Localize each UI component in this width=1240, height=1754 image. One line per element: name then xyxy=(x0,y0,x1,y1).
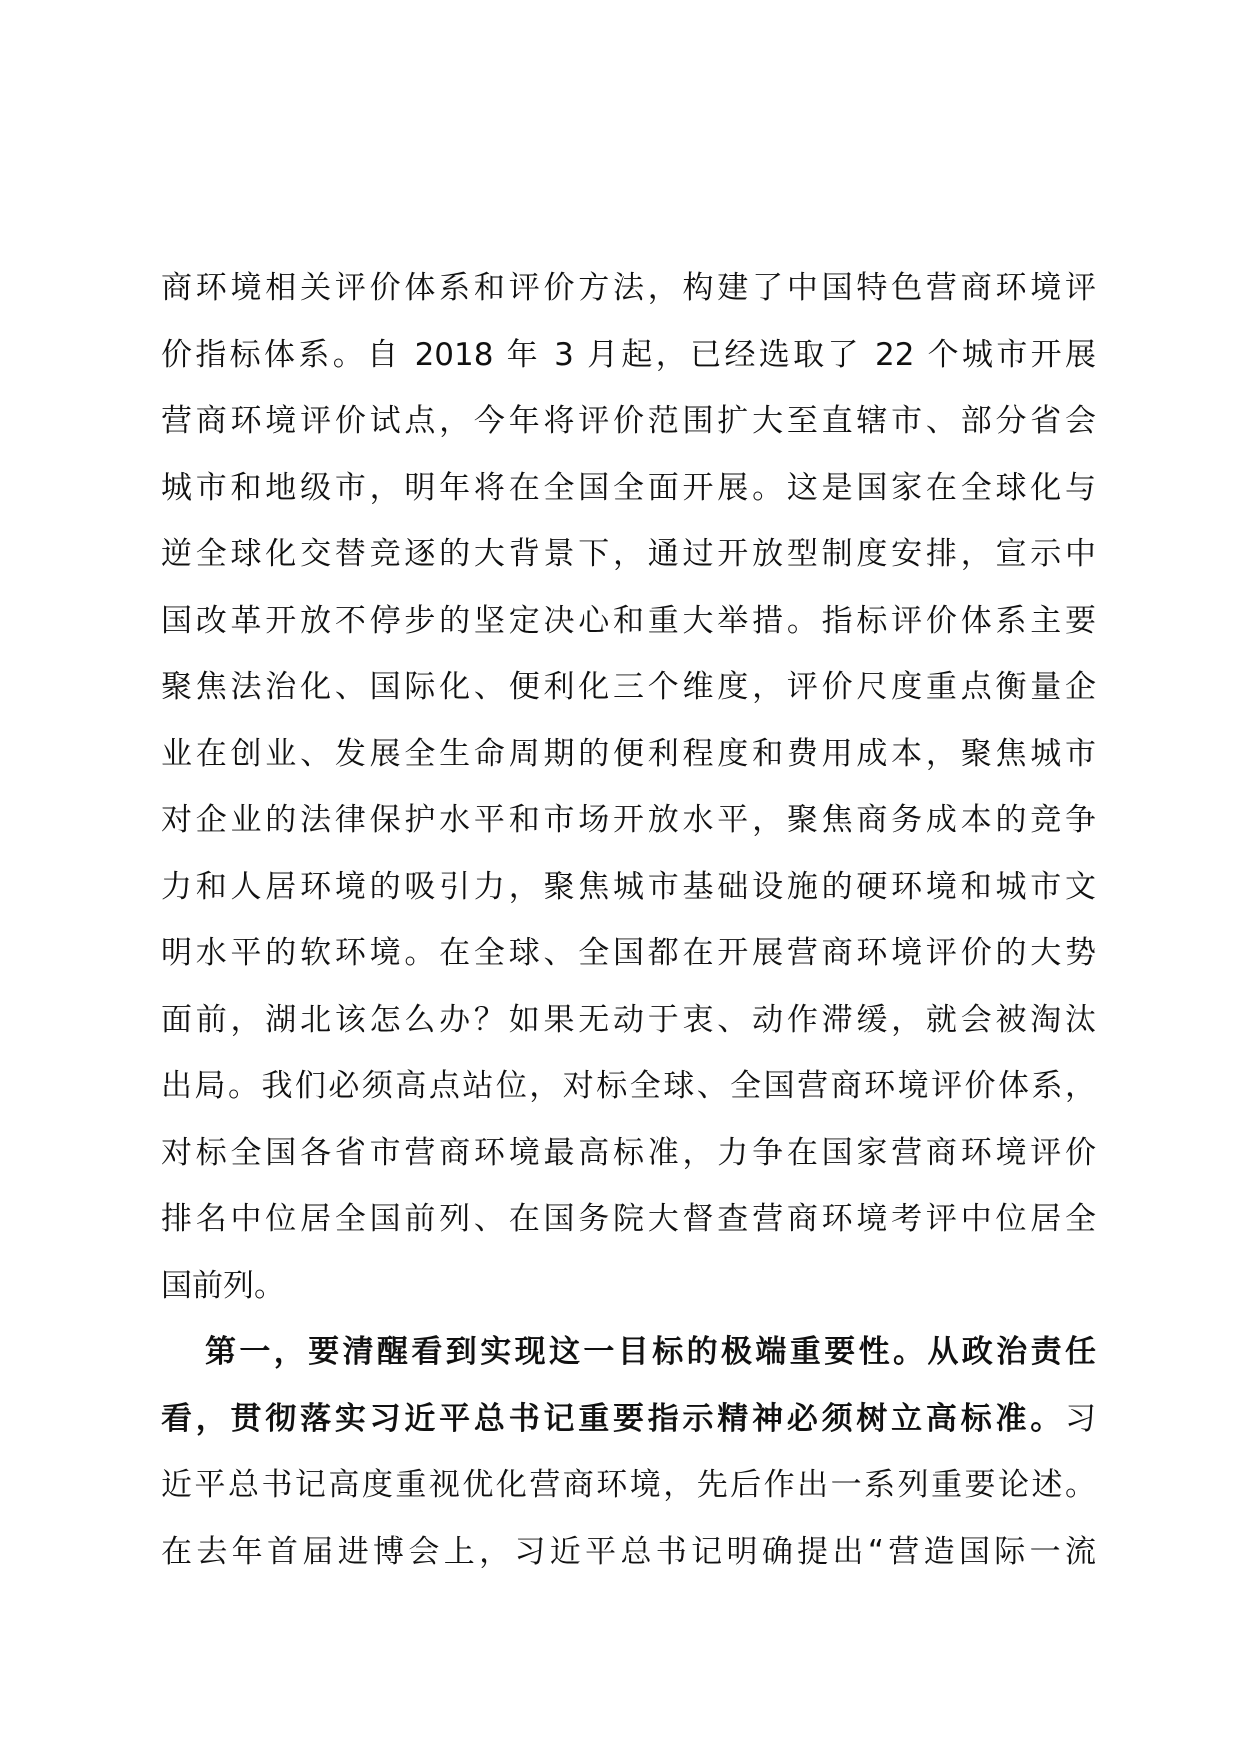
body-text xyxy=(161,255,1096,1585)
paragraph-line: 出局。我们必须高点站位，对标全球、全国营商环境评价体系， xyxy=(161,1068,1096,1104)
paragraph-line: 对企业的法律保护水平和市场开放水平，聚焦商务成本的竞争 xyxy=(161,802,1096,838)
paragraph-line: 面前，湖北该怎么办？如果无动于衷、动作滞缓，就会被淘汰 xyxy=(161,1001,1096,1038)
paragraph-line: 明水平的软环境。在全球、全国都在开展营商环境评价的大势 xyxy=(161,935,1096,971)
section-heading-line: 第一，要清醒看到实现这一目标的极端重要性。从政治责任 xyxy=(205,1334,1096,1370)
paragraph-line: 力和人居环境的吸引力，聚焦城市基础设施的硬环境和城市文 xyxy=(161,868,1096,905)
paragraph-line: 业在创业、发展全生命周期的便利程度和费用成本，聚焦城市 xyxy=(161,735,1096,772)
paragraph-line: 营商环境评价试点，今年将评价范围扩大至直辖市、部分省会 xyxy=(161,403,1096,439)
paragraph-line: 国前列。 xyxy=(161,1267,285,1304)
paragraph-line: 在去年首届进博会上，习近平总书记明确提出“营造国际一流 xyxy=(161,1533,1096,1570)
paragraph-line: 城市和地级市，明年将在全国全面开展。这是国家在全球化与 xyxy=(161,469,1096,506)
paragraph-line: 排名中位居全国前列、在国务院大督查营商环境考评中位居全 xyxy=(161,1201,1096,1237)
paragraph-line: 价指标体系。自 2018 年 3 月起，已经选取了 22 个城市开展 xyxy=(161,336,1096,373)
paragraph-line: 商环境相关评价体系和评价方法，构建了中国特色营商环境评 xyxy=(161,270,1096,306)
paragraph-line: 对标全国各省市营商环境最高标准，力争在国家营商环境评价 xyxy=(161,1134,1096,1171)
paragraph-line: 国改革开放不停步的坚定决心和重大举措。指标评价体系主要 xyxy=(161,602,1096,639)
section-heading-line-mixed xyxy=(161,1386,1096,1453)
paragraph-line: 聚焦法治化、国际化、便利化三个维度，评价尺度重点衡量企 xyxy=(161,669,1096,705)
paragraph-line: 近平总书记高度重视优化营商环境，先后作出一系列重要论述。 xyxy=(161,1467,1096,1503)
paragraph-text-continuation: 习 xyxy=(1065,1400,1096,1437)
section-heading-bold-text: 看，贯彻落实习近平总书记重要指示精神必须树立高标准。 xyxy=(161,1400,1065,1437)
paragraph-line: 逆全球化交替竞逐的大背景下，通过开放型制度安排，宣示中 xyxy=(161,536,1096,572)
